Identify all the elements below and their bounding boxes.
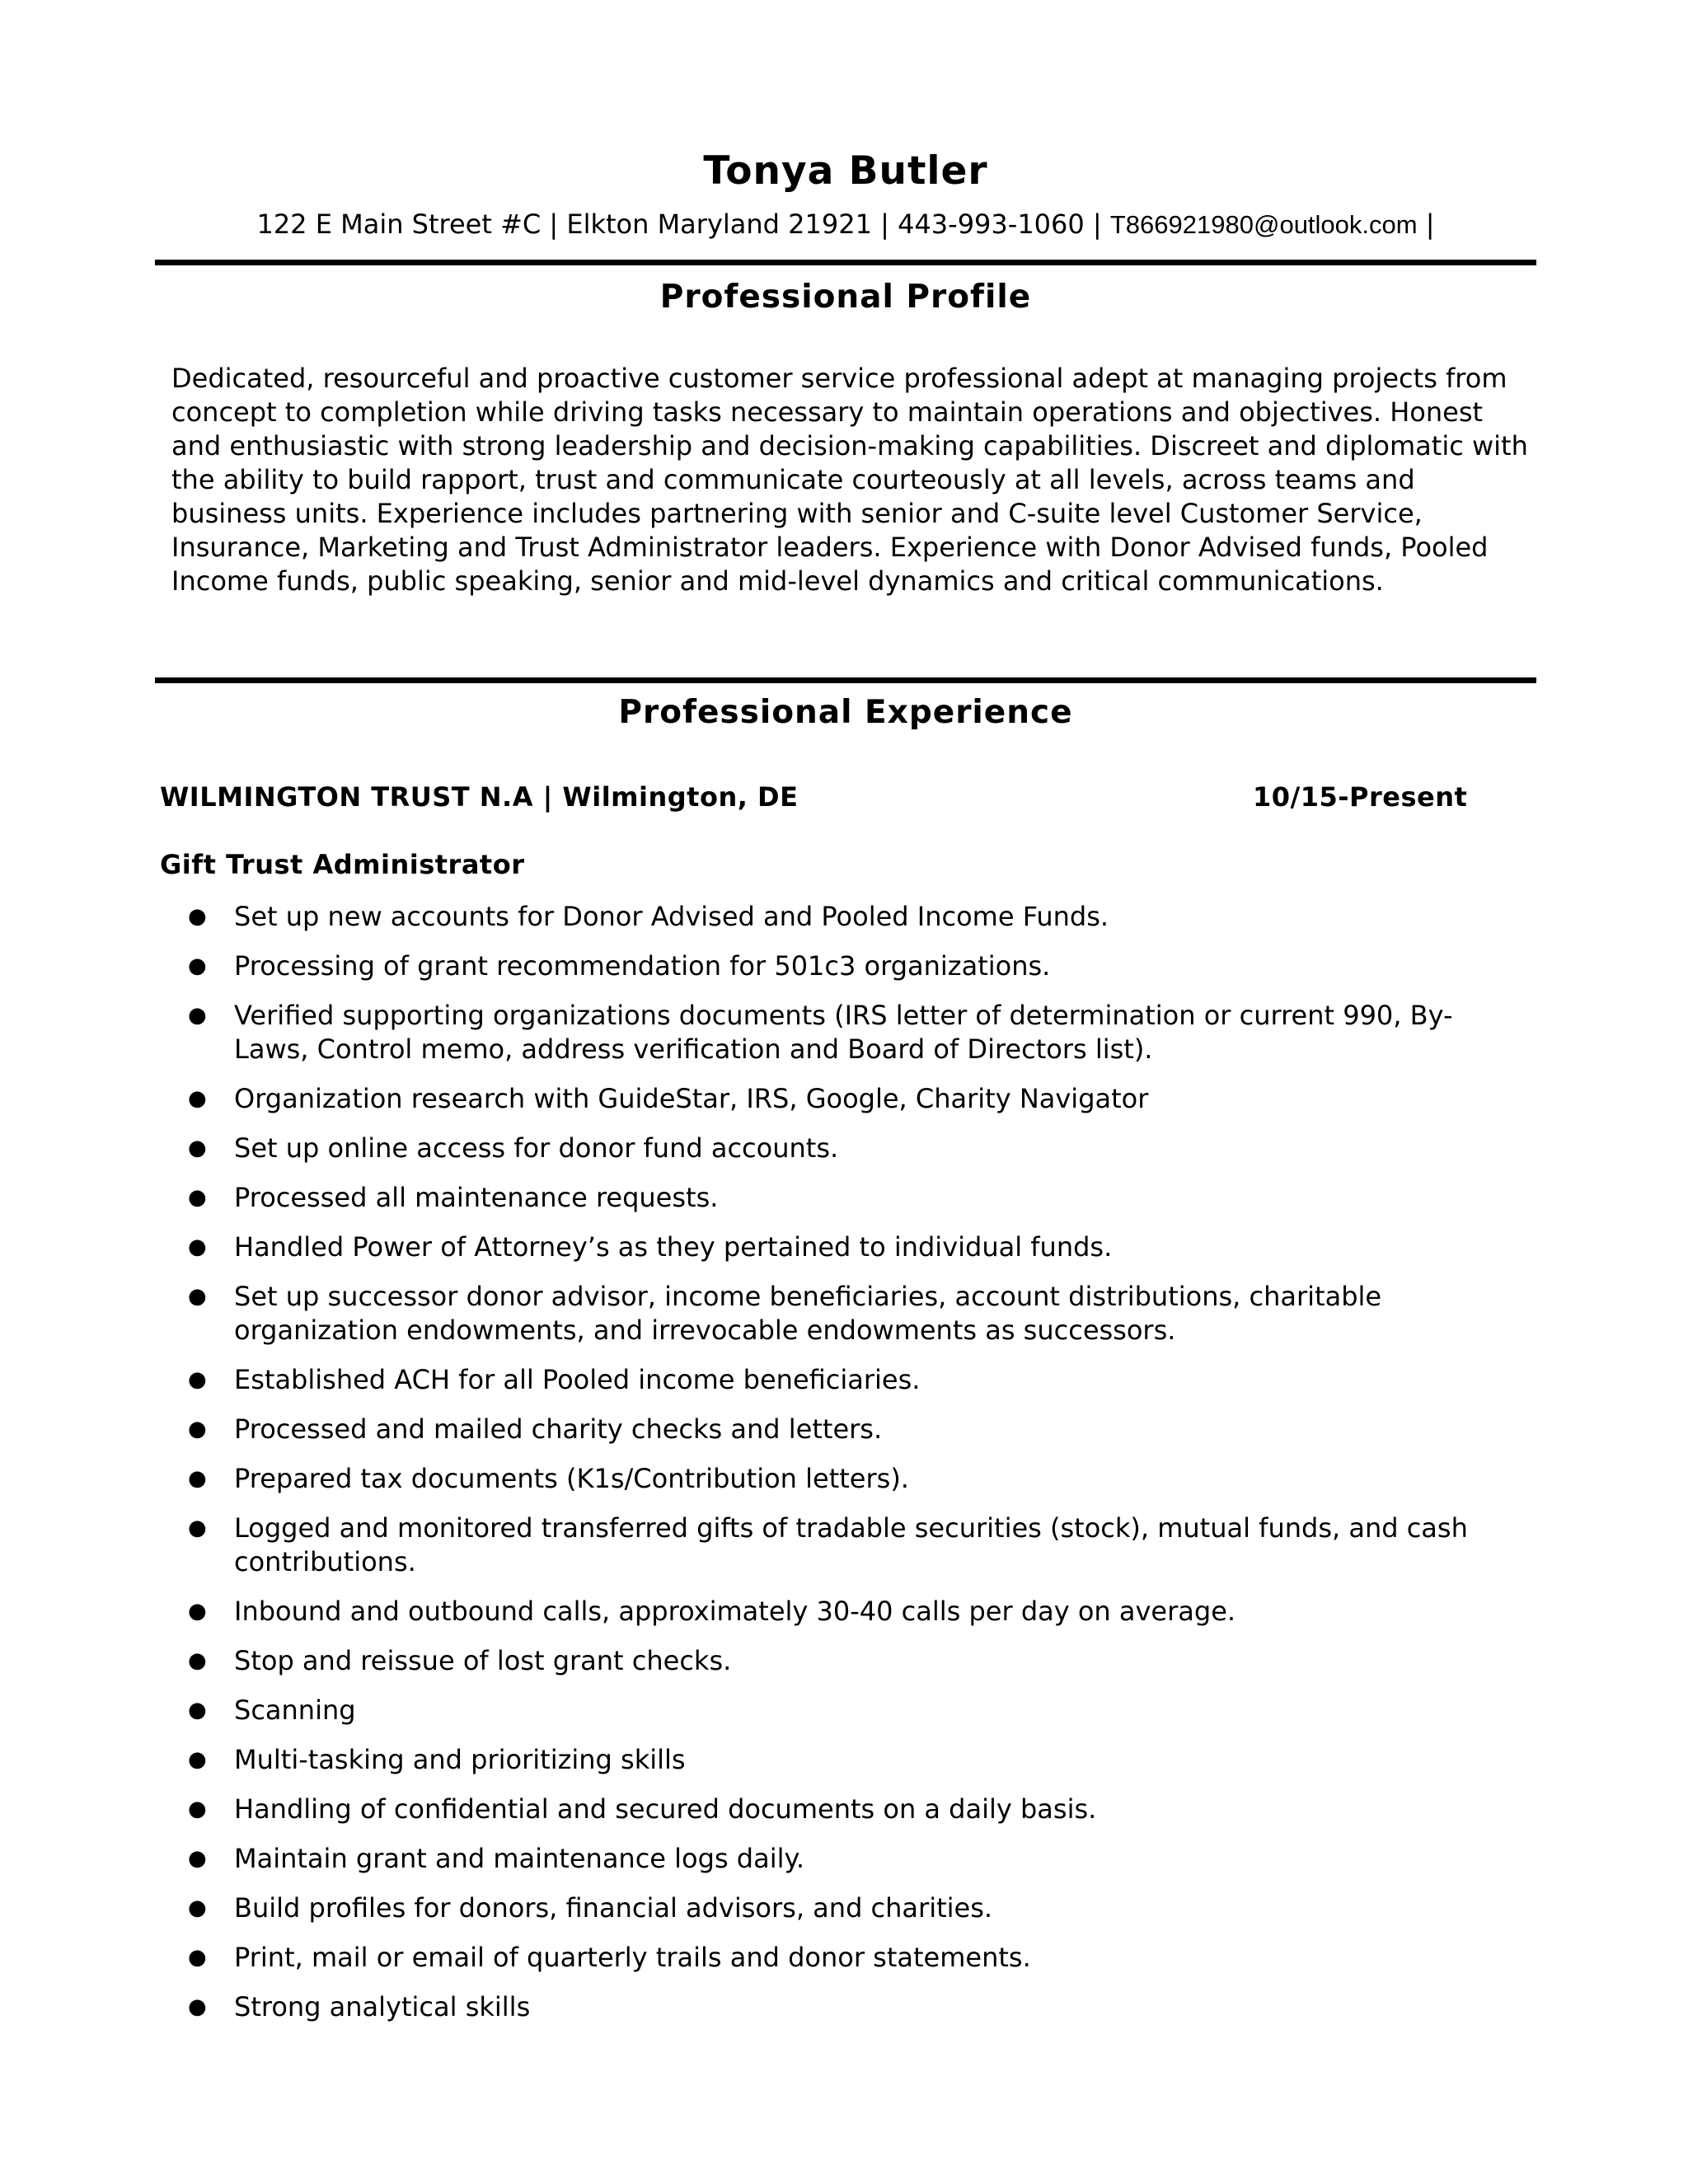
employer-name: WILMINGTON TRUST N.A | Wilmington, DE [160, 781, 799, 813]
duty-text: Maintain grant and maintenance logs daily. [234, 1843, 805, 1874]
header-rule [155, 260, 1536, 265]
profile-summary: Dedicated, resourceful and proactive customer service professional adept at managing projects from concept to completion while driving tasks necessary to maintain operations and objectives. Honest and enthusiastic with strong leadership and decision-making capabilities. Discreet and diplomatic with the ability to build rapport, trust and communicate courteously at all levels, across teams and business units. Experience includes partnering with senior and C-suite level Customer Service, Insurance, Marketing and Trust Administrator leaders. Experience with Donor Advised funds, Pooled Income funds, public speaking, senior and mid-level dynamics and critical communications. [171, 363, 1528, 597]
bullet-icon: ● [188, 1466, 207, 1491]
bullet-icon: ● [188, 1747, 207, 1772]
list-item [155, 1891, 1536, 1925]
bullet-icon: ● [188, 1284, 207, 1309]
duty-text: Multi-tasking and prioritizing skills [234, 1744, 686, 1775]
duty-text: Handling of confidential and secured documents on a daily basis. [234, 1793, 1097, 1825]
duty-text: Build profiles for donors, financial advisors, and charities. [234, 1892, 993, 1924]
list-item [155, 1743, 1536, 1777]
bullet-icon: ● [188, 1235, 207, 1259]
duties-list [155, 900, 1536, 2040]
duty-text: Organization research with GuideStar, IRS, Google, Charity Navigator [234, 1083, 1149, 1114]
bullet-icon: ● [188, 1846, 207, 1871]
bullet-icon: ● [188, 1136, 207, 1160]
bullet-icon: ● [188, 1367, 207, 1392]
bullet-icon: ● [188, 1896, 207, 1920]
list-item [155, 1990, 1536, 2024]
list-item [155, 1793, 1536, 1826]
bullet-icon: ● [188, 1994, 207, 2019]
duty-text: Verified supporting organizations documents (IRS letter of determination or current 990, By-Laws, Control memo, address verification and Board of Directors list). [234, 1000, 1453, 1065]
profile-rule [155, 677, 1536, 683]
bullet-icon: ● [188, 1516, 207, 1540]
duty-text: Handled Power of Attorney’s as they pertained to individual funds. [234, 1231, 1113, 1263]
bullet-icon: ● [188, 1086, 207, 1111]
bullet-icon: ● [188, 1698, 207, 1722]
list-item [155, 949, 1536, 983]
bullet-icon: ● [188, 1945, 207, 1970]
list-item [155, 1363, 1536, 1397]
duty-text: Prepared tax documents (K1s/Contribution letters). [234, 1463, 909, 1494]
duty-text: Established ACH for all Pooled income beneficiaries. [234, 1364, 921, 1395]
duty-text: Processed all maintenance requests. [234, 1182, 719, 1213]
duty-text: Stop and reissue of lost grant checks. [234, 1645, 732, 1676]
list-item [155, 1842, 1536, 1876]
duty-text: Processing of grant recommendation for 501c3 organizations. [234, 950, 1051, 982]
bullet-icon: ● [188, 954, 207, 978]
list-item [155, 900, 1536, 934]
bullet-icon: ● [188, 904, 207, 929]
job-title: Gift Trust Administrator [160, 849, 525, 880]
employment-dates: 10/15-Present [1253, 781, 1468, 813]
list-item [155, 1595, 1536, 1629]
contact-email: T866921980@outlook.com [1109, 210, 1418, 239]
bullet-icon: ● [188, 1648, 207, 1673]
list-item [155, 1694, 1536, 1727]
duty-text: Logged and monitored transferred gifts of tradable securities (stock), mutual funds, and cash contributions. [234, 1512, 1468, 1577]
list-item [155, 1941, 1536, 1975]
contact-line [155, 209, 1536, 240]
experience-section-title: Professional Experience [618, 694, 1073, 731]
duty-text: Strong analytical skills [234, 1991, 531, 2022]
bullet-icon: ● [188, 1417, 207, 1441]
bullet-icon: ● [188, 1599, 207, 1624]
list-item [155, 1082, 1536, 1116]
list-item [155, 1181, 1536, 1215]
list-item [155, 1462, 1536, 1496]
duty-text: Print, mail or email of quarterly trails and donor statements. [234, 1942, 1031, 1973]
list-item [155, 1413, 1536, 1446]
duty-text: Set up online access for donor fund accounts. [234, 1132, 839, 1164]
bullet-icon: ● [188, 1003, 207, 1028]
list-item [155, 999, 1536, 1066]
bullet-icon: ● [188, 1185, 207, 1210]
contact-separator: | [1425, 209, 1435, 240]
contact-address-phone: 122 E Main Street #C | Elkton Maryland 21921 | 443-993-1060 | [256, 209, 1102, 240]
duty-text: Inbound and outbound calls, approximately 30-40 calls per day on average. [234, 1596, 1236, 1627]
list-item [155, 1280, 1536, 1347]
list-item [155, 1132, 1536, 1165]
candidate-name: Tonya Butler [703, 148, 988, 194]
employer-line [160, 781, 1479, 813]
list-item [155, 1644, 1536, 1678]
duty-text: Set up new accounts for Donor Advised and Pooled Income Funds. [234, 901, 1109, 932]
bullet-icon: ● [188, 1797, 207, 1821]
duty-text: Set up successor donor advisor, income beneficiaries, account distributions, charitable organization endowments, and irrevocable endowments as successors. [234, 1281, 1382, 1346]
duty-text: Processed and mailed charity checks and letters. [234, 1413, 883, 1445]
list-item [155, 1230, 1536, 1264]
profile-section-title: Professional Profile [659, 279, 1032, 316]
list-item [155, 1511, 1536, 1579]
duty-text: Scanning [234, 1694, 356, 1726]
